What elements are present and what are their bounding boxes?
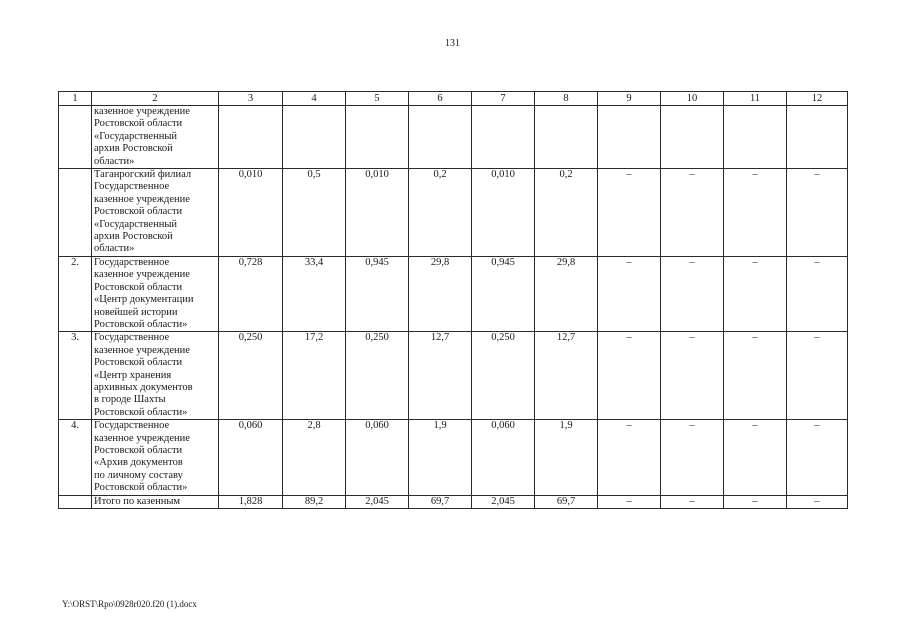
- value-cell: –: [787, 420, 848, 495]
- value-cell: –: [724, 495, 787, 508]
- row-number-cell: 3.: [59, 332, 92, 420]
- value-cell: [283, 106, 346, 169]
- row-number-cell: [59, 106, 92, 169]
- value-cell: 29,8: [535, 256, 598, 331]
- footer-file-path: Y:\ORST\Rpo\0928r020.f20 (1).docx: [62, 599, 197, 609]
- column-header: 7: [472, 92, 535, 106]
- value-cell: 69,7: [535, 495, 598, 508]
- value-cell: 2,8: [283, 420, 346, 495]
- column-header: 8: [535, 92, 598, 106]
- value-cell: –: [724, 169, 787, 257]
- value-cell: 2,045: [346, 495, 409, 508]
- value-cell: 17,2: [283, 332, 346, 420]
- value-cell: [409, 106, 472, 169]
- value-cell: 0,250: [472, 332, 535, 420]
- value-cell: –: [661, 256, 724, 331]
- value-cell: 0,010: [472, 169, 535, 257]
- value-cell: [787, 106, 848, 169]
- row-number-cell: 2.: [59, 256, 92, 331]
- column-header: 9: [598, 92, 661, 106]
- value-cell: –: [787, 256, 848, 331]
- value-cell: –: [787, 332, 848, 420]
- value-cell: 0,945: [472, 256, 535, 331]
- value-cell: [661, 106, 724, 169]
- institution-name-cell: Государственное казенное учреждение Ростовской области «Архив документов по личному составу Ростовской области»: [92, 420, 219, 495]
- institution-name-cell: Государственное казенное учреждение Ростовской области «Центр хранения архивных документов в городе Шахты Ростовской области»: [92, 332, 219, 420]
- row-number-cell: 4.: [59, 420, 92, 495]
- value-cell: 1,9: [535, 420, 598, 495]
- table-row: [59, 420, 848, 495]
- table-row: [59, 256, 848, 331]
- value-cell: –: [724, 256, 787, 331]
- value-cell: 12,7: [535, 332, 598, 420]
- value-cell: 0,010: [346, 169, 409, 257]
- value-cell: 0,2: [535, 169, 598, 257]
- value-cell: [724, 106, 787, 169]
- institution-name-cell: Государственное казенное учреждение Ростовской области «Центр документации новейшей истории Ростовской области»: [92, 256, 219, 331]
- value-cell: 29,8: [409, 256, 472, 331]
- column-header: 4: [283, 92, 346, 106]
- table-header-row: [59, 92, 848, 106]
- institution-name-cell: Итого по казенным: [92, 495, 219, 508]
- value-cell: –: [661, 169, 724, 257]
- table-row: [59, 169, 848, 257]
- column-header: 1: [59, 92, 92, 106]
- value-cell: –: [598, 495, 661, 508]
- value-cell: 0,250: [346, 332, 409, 420]
- value-cell: 0,250: [219, 332, 283, 420]
- value-cell: –: [787, 495, 848, 508]
- value-cell: 1,9: [409, 420, 472, 495]
- value-cell: 0,5: [283, 169, 346, 257]
- column-header: 11: [724, 92, 787, 106]
- value-cell: 0,2: [409, 169, 472, 257]
- value-cell: –: [598, 332, 661, 420]
- value-cell: –: [598, 256, 661, 331]
- value-cell: –: [787, 169, 848, 257]
- value-cell: 0,060: [219, 420, 283, 495]
- value-cell: [535, 106, 598, 169]
- column-header: 10: [661, 92, 724, 106]
- value-cell: –: [724, 420, 787, 495]
- institution-name-cell: казенное учреждение Ростовской области «Государственный архив Ростовской области»: [92, 106, 219, 169]
- table-row: [59, 332, 848, 420]
- value-cell: [219, 106, 283, 169]
- column-header: 3: [219, 92, 283, 106]
- page-number: 131: [445, 38, 460, 49]
- value-cell: [598, 106, 661, 169]
- value-cell: 0,728: [219, 256, 283, 331]
- value-cell: [346, 106, 409, 169]
- value-cell: –: [661, 495, 724, 508]
- value-cell: –: [598, 169, 661, 257]
- column-header: 6: [409, 92, 472, 106]
- value-cell: 12,7: [409, 332, 472, 420]
- column-header: 5: [346, 92, 409, 106]
- table-row: [59, 495, 848, 508]
- value-cell: [472, 106, 535, 169]
- column-header: 2: [92, 92, 219, 106]
- value-cell: 0,060: [472, 420, 535, 495]
- institution-name-cell: Таганрогский филиал Государственное казенное учреждение Ростовской области «Государственный архив Ростовской области»: [92, 169, 219, 257]
- value-cell: 0,010: [219, 169, 283, 257]
- value-cell: 89,2: [283, 495, 346, 508]
- value-cell: 69,7: [409, 495, 472, 508]
- value-cell: 2,045: [472, 495, 535, 508]
- value-cell: 0,060: [346, 420, 409, 495]
- value-cell: –: [661, 332, 724, 420]
- value-cell: 33,4: [283, 256, 346, 331]
- value-cell: –: [724, 332, 787, 420]
- row-number-cell: [59, 495, 92, 508]
- column-header: 12: [787, 92, 848, 106]
- value-cell: –: [598, 420, 661, 495]
- row-number-cell: [59, 169, 92, 257]
- table-row: [59, 106, 848, 169]
- value-cell: –: [661, 420, 724, 495]
- value-cell: 0,945: [346, 256, 409, 331]
- data-table: [58, 91, 848, 509]
- value-cell: 1,828: [219, 495, 283, 508]
